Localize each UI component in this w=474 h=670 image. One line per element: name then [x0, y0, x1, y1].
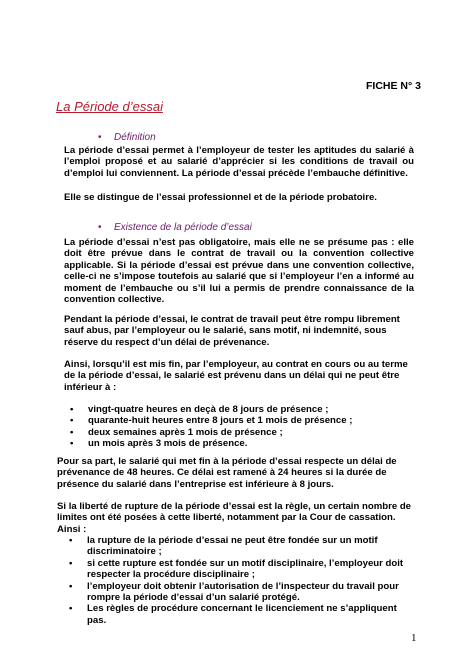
section-existence-heading	[98, 217, 252, 235]
bullet-icon: •	[70, 415, 74, 427]
list-item	[70, 427, 410, 438]
list-item-text: un mois après 3 mois de présence.	[88, 438, 248, 450]
bullet-icon: •	[70, 438, 74, 450]
salarie-paragraph: Pour sa part, le salarié qui met fin à la période d’essai respecte un délai de prévenance de 48 heures. Ce délai est ramené à 24 heures si la durée de présence du salarié dans l’entreprise est inférieure à 8 jours.	[57, 456, 397, 490]
list-item-text: quarante-huit heures entre 8 jours et 1 mois de présence ;	[88, 415, 353, 427]
list-item	[69, 535, 405, 558]
section-definition-heading	[98, 127, 156, 145]
list-item	[70, 415, 410, 426]
list-item	[70, 438, 410, 449]
page-title: La Période d’essai	[56, 99, 163, 114]
page-number: 1	[411, 632, 417, 644]
list-item-text: Les règles de procédure concernant le licenciement ne s’appliquent pas.	[87, 603, 397, 626]
section-heading-label: Existence de la période d’essai	[113, 222, 252, 233]
rupture-paragraph: Pendant la période d’essai, le contrat de travail peut être rompu librement sauf abus, par l’employeur ou le salarié, sans motif, ni indemnité, sous réserve du respect d’un délai de prévenance.	[64, 314, 400, 348]
bullet-icon: •	[70, 404, 74, 415]
bullet-icon: •	[98, 222, 102, 233]
bullet-icon: •	[98, 132, 102, 143]
bullet-icon: •	[69, 557, 73, 569]
list-item	[70, 404, 410, 415]
bullet-icon: •	[70, 426, 74, 438]
list-item	[69, 581, 405, 604]
list-item-text: si cette rupture est fondée sur un motif disciplinaire, l’employeur doit respecter la procédure disciplinaire ;	[87, 557, 404, 581]
existence-paragraph: La période d’essai n’est pas obligatoire, mais elle ne se présume pas : elle doit être prévue dans le contrat de travail ou la convention collective applicable. Si la période d’essai est prévue dans une convention collective, celle-ci ne s’impose toutefois au salarié que si l’employeur l’en a informé au moment de l’embauche ou s’il lui a permis de prendre connaissance de la convention collective.	[64, 237, 414, 306]
section-heading-label: Définition	[113, 132, 156, 143]
list-item	[69, 558, 405, 581]
definition-paragraph: La période d’essai permet à l’employeur de tester les aptitudes du salarié à l’emploi proposé et au salarié d’apprécier si les conditions de travail ou d’emploi lui conviennent. La période d’essai précède l’embauche définitive.	[64, 145, 414, 179]
list-item-text: deux semaines après 1 mois de présence ;	[88, 426, 283, 438]
bullet-icon: •	[69, 580, 73, 592]
bullet-icon: •	[69, 603, 73, 615]
ainsi-paragraph: Ainsi, lorsqu’il est mis fin, par l’employeur, au contrat en cours ou au terme de la période d’essai, le salarié est prévenu dans un délai qui ne peut être inférieur à :	[64, 359, 408, 393]
list-item-text: vingt-quatre heures en deçà de 8 jours de présence ;	[88, 404, 329, 415]
distinction-paragraph: Elle se distingue de l’essai professionnel et de la période probatoire.	[64, 192, 377, 203]
list-item-text: l’employeur doit obtenir l’autorisation de l’inspecteur du travail pour rompre la période d’essai d’un salarié protégé.	[87, 580, 399, 604]
list-item-text: la rupture de la période d’essai ne peut être fondée sur un motif discriminatoire ;	[87, 535, 378, 558]
limites-list	[69, 535, 405, 626]
list-item	[69, 603, 405, 626]
fiche-number: FICHE N° 3	[366, 80, 421, 92]
delais-list	[70, 404, 410, 450]
bullet-icon: •	[69, 535, 73, 546]
liberte-paragraph: Si la liberté de rupture de la période d’essai est la règle, un certain nombre de limites ont été posées à cette liberté, notamment par la Cour de cassation. Ainsi :	[57, 501, 412, 535]
